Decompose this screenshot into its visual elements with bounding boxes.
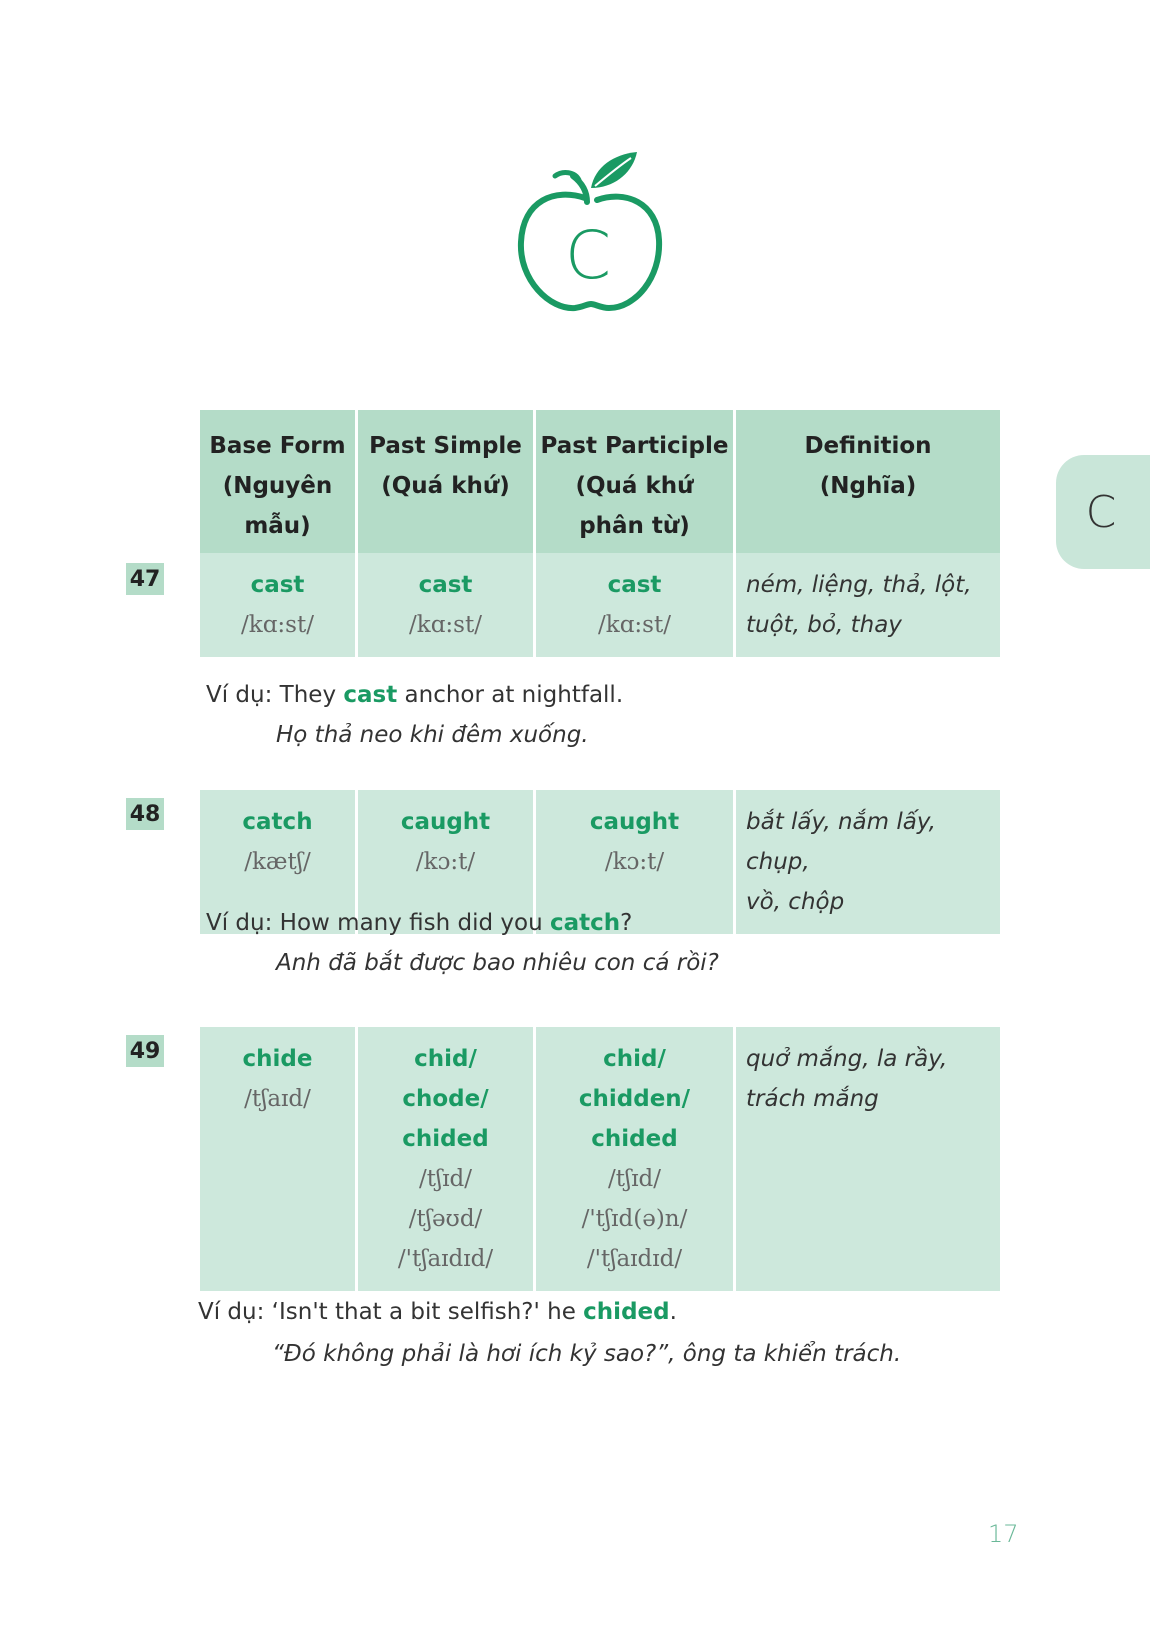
definition-cell: quở mắng, la rầy, trách mắng <box>736 1027 1000 1291</box>
base-form-cell: chide /tʃaɪd/ <box>200 1027 355 1291</box>
table-row <box>200 1027 1000 1291</box>
header-base-form: Base Form (Nguyên mẫu) <box>200 410 355 562</box>
example-translation: “Đó không phải là hơi ích kỷ sao?”, ông ta khiển trách. <box>272 1341 902 1367</box>
example-sentence: Ví dụ: ‘Isn't that a bit selfish?' he chided. <box>198 1299 677 1325</box>
past-participle-cell: cast /kɑ:st/ <box>536 553 733 657</box>
side-index-tab[interactable] <box>1056 455 1150 569</box>
past-participle-cell: caught /kɔ:t/ <box>536 790 733 934</box>
base-form-cell: cast /kɑ:st/ <box>200 553 355 657</box>
base-form-cell: catch /kætʃ/ <box>200 790 355 934</box>
apple-logo-icon <box>515 150 665 320</box>
example-translation: Anh đã bắt được bao nhiêu con cá rồi? <box>276 950 719 976</box>
chapter-letter: C <box>564 217 612 294</box>
header-past-participle: Past Participle (Quá khứ phân từ) <box>536 410 733 562</box>
entry-number: 49 <box>126 1035 164 1067</box>
entry-number: 47 <box>126 563 164 595</box>
example-sentence: Ví dụ: They cast anchor at nightfall. <box>206 682 624 708</box>
example-translation: Họ thả neo khi đêm xuống. <box>276 722 589 748</box>
past-simple-cell: chid/ chode/ chided /tʃɪd/ /tʃəʊd/ /'tʃaɪdɪd/ <box>358 1027 533 1291</box>
past-participle-cell: chid/ chidden/ chided /tʃɪd/ /'tʃɪd(ə)n/ /'tʃaɪdɪd/ <box>536 1027 733 1291</box>
page-number: 17 <box>988 1520 1019 1548</box>
table-row <box>200 553 1000 657</box>
header-past-simple: Past Simple (Quá khứ) <box>358 410 533 562</box>
table-header <box>200 410 1000 562</box>
past-simple-cell: caught /kɔ:t/ <box>358 790 533 934</box>
definition-cell: ném, liệng, thả, lột, tuột, bỏ, thay <box>736 553 1000 657</box>
entry-number: 48 <box>126 798 164 830</box>
past-simple-cell: cast /kɑ:st/ <box>358 553 533 657</box>
example-sentence: Ví dụ: How many fish did you catch? <box>206 910 633 936</box>
definition-cell: bắt lấy, nắm lấy, chụp, vồ, chộp <box>736 790 1000 934</box>
side-tab-letter: C <box>1085 486 1117 538</box>
header-definition: Definition (Nghĩa) <box>736 410 1000 562</box>
